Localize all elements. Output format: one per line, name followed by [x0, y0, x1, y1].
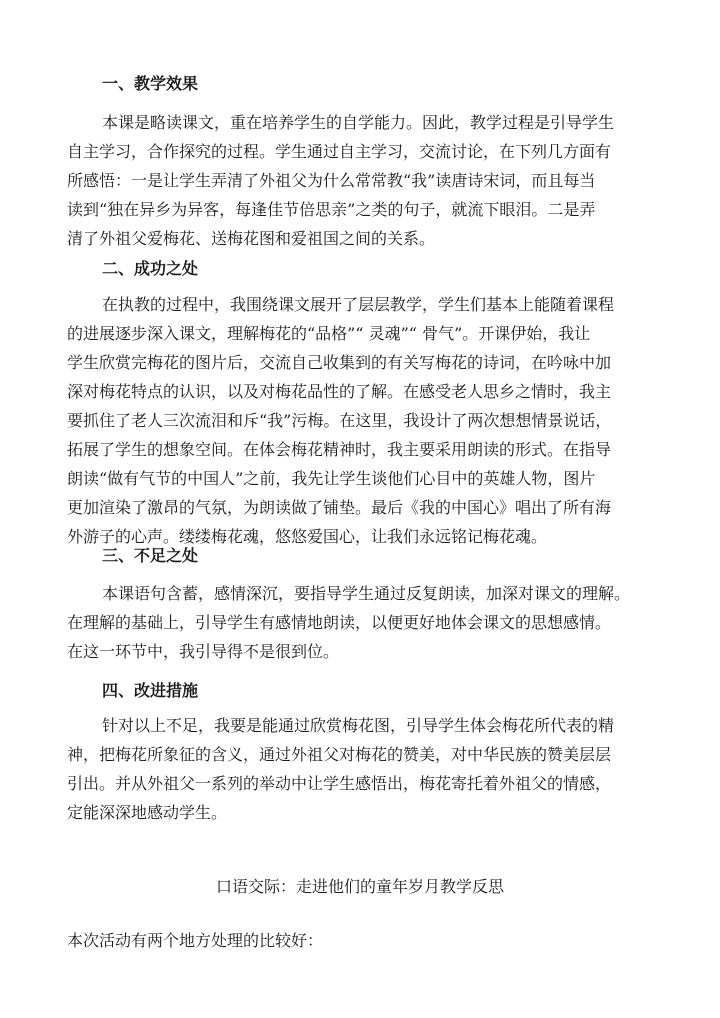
paragraph-line: 本课语句含蓄，感情深沉，要指导学生通过反复朗读，加深对课文的理解。: [102, 584, 631, 603]
paragraph-line: 的进展逐步深入课文，理解梅花的“品格”“ 灵魂”“ 骨气”。开课伊始，我让: [67, 324, 591, 343]
section-paragraph-results: [67, 108, 655, 253]
paragraph-line: 清了外祖父爱梅花、送梅花图和爱祖国之间的关系。: [67, 229, 436, 248]
paragraph-line: 读到“独在异乡为异客，每逢佳节倍思亲”之类的句子，就流下眼泪。二是弄: [67, 200, 596, 219]
paragraph-line: 要抓住了老人三次流泪和斥“我”污梅。在这里，我设计了两次想想情景说话，: [67, 411, 612, 430]
paragraph-line: 在执教的过程中，我围绕课文展开了层层教学，学生们基本上能随着课程: [102, 295, 615, 314]
paragraph-line: 学生欣赏完梅花的图片后，交流自己收集到的有关写梅花的诗词，在吟咏中加: [67, 353, 612, 372]
section-heading-successes: 二、成功之处: [102, 259, 199, 278]
closing-line: 本次活动有两个地方处理的比较好：: [67, 931, 324, 950]
paragraph-line: 针对以上不足，我要是能通过欣赏梅花图，引导学生体会梅花所代表的精: [102, 716, 615, 735]
section-paragraph-successes: [67, 290, 655, 551]
paragraph-line: 深对梅花特点的认识，以及对梅花品性的了解。在感受老人思乡之情时，我主: [67, 382, 612, 401]
section-heading-improvements: 四、改进措施: [102, 681, 199, 700]
paragraph-line: 朗读“做有气节的中国人”之前，我先让学生谈他们心目中的英雄人物，图片: [67, 469, 596, 488]
subtitle: 口语交际：走进他们的童年岁月教学反思: [215, 877, 504, 896]
section-paragraph-shortcomings: [67, 579, 655, 666]
section-heading-shortcomings: 三、不足之处: [102, 546, 199, 565]
section-heading-results: 一、教学效果: [102, 74, 199, 93]
paragraph-line: 本课是略读课文，重在培养学生的自学能力。因此，教学过程是引导学生: [102, 113, 615, 132]
section-paragraph-improvements: [67, 711, 655, 827]
paragraph-line: 在理解的基础上，引导学生有感情地朗读，以便更好地体会课文的思想感情。: [67, 613, 612, 632]
paragraph-line: 更加渲染了激昂的气氛，为朗读做了铺垫。最后《我的中国心》唱出了所有海: [67, 498, 612, 517]
paragraph-line: 在这一环节中，我引导得不是很到位。: [67, 642, 340, 661]
paragraph-line: 所感悟：一是让学生弄清了外祖父为什么常常教“我”读唐诗宋词，而且每当: [67, 171, 596, 190]
paragraph-line: 外游子的心声。缕缕梅花魂，悠悠爱国心，让我们永远铭记梅花魂。: [67, 527, 548, 546]
paragraph-line: 拓展了学生的想象空间。在体会梅花精神时，我主要采用朗读的形式。在指导: [67, 440, 612, 459]
paragraph-line: 引出。并从外祖父一系列的举动中让学生感悟出，梅花寄托着外祖父的情感，: [67, 774, 612, 793]
paragraph-line: 自主学习，合作探究的过程。学生通过自主学习，交流讨论，在下列几方面有: [67, 142, 612, 161]
paragraph-line: 定能深深地感动学生。: [67, 803, 228, 822]
paragraph-line: 神，把梅花所象征的含义，通过外祖父对梅花的赞美，对中华民族的赞美层层: [67, 745, 612, 764]
